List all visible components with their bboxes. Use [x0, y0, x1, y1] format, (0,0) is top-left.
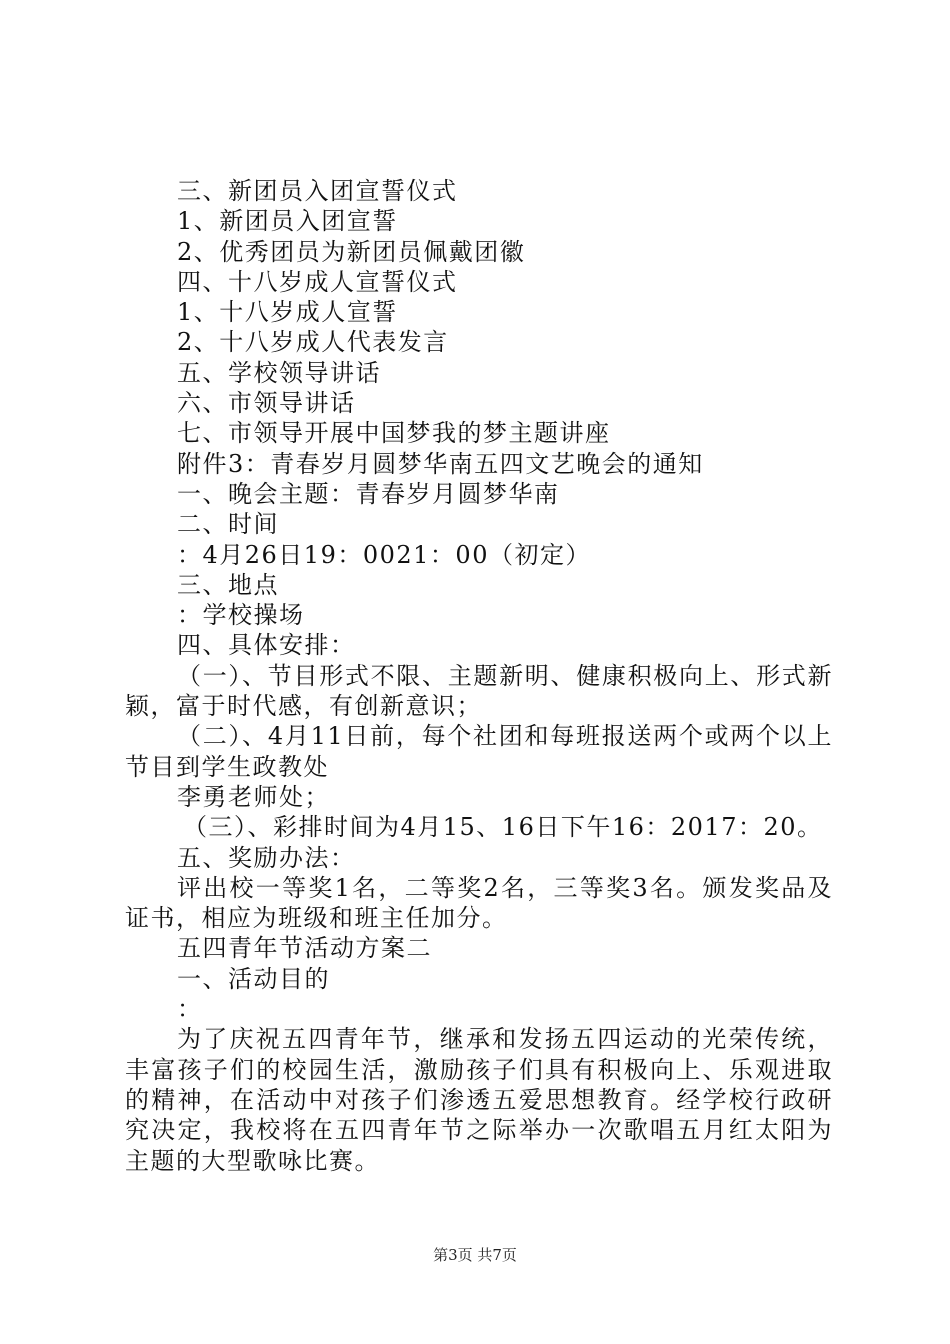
time-value: ：4月26日19：0021：00（初定） — [177, 540, 591, 569]
heading-oath-ceremony: 三、新团员入团宣誓仪式 — [177, 177, 458, 205]
list-item: 1、新团员入团宣誓 — [177, 207, 398, 236]
heading-location: 三、地点 — [177, 570, 279, 599]
heading-adult-ceremony: 四、十八岁成人宣誓仪式 — [177, 267, 458, 296]
document-body — [125, 176, 833, 1176]
list-item: 1、十八岁成人宣誓 — [177, 298, 398, 327]
heading-school-speech: 五、学校领导讲话 — [177, 358, 381, 387]
heading-city-speech: 六、市领导讲话 — [177, 389, 356, 418]
heading-time: 二、时间 — [177, 510, 279, 539]
heading-plan-two: 五四青年节活动方案二 — [177, 934, 432, 963]
heading-goal: 一、活动目的 — [177, 964, 330, 993]
heading-arrangement: 四、具体安排： — [177, 631, 356, 660]
paragraph-award: 评出校一等奖1名，二等奖2名，三等奖3名。颁发奖品及证书，相应为班级和班主任加分。 — [125, 873, 833, 933]
location-value: ：学校操场 — [177, 601, 305, 630]
list-item: 2、优秀团员为新团员佩戴团徽 — [177, 237, 526, 266]
list-item: 2、十八岁成人代表发言 — [177, 328, 449, 357]
paragraph-goal: 为了庆祝五四青年节，继承和发扬五四运动的光荣传统，丰富孩子们的校园生活，激励孩子们具有积极向上、乐观进取的精神，在活动中对孩子们渗透五爱思想教育。经学校行政研究决定，我校将在五四青年节之际举办一次歌唱五月红太阳为主题的大型歌咏比赛。 — [125, 1025, 833, 1175]
attachment-title: 附件3：青春岁月圆梦华南五四文艺晚会的通知 — [177, 449, 704, 478]
page-footer: 第3页 共7页 — [433, 1246, 517, 1264]
heading-award: 五、奖励办法： — [177, 843, 356, 872]
goal-colon: ： — [177, 995, 203, 1024]
paragraph-program-submit: （二）、4月11日前，每个社团和每班报送两个或两个以上节目到学生政教处 — [125, 722, 833, 781]
paragraph-program-form: （一）、节目形式不限、主题新明、健康积极向上、形式新颖，富于时代感，有创新意识； — [125, 661, 833, 721]
teacher-line: 李勇老师处； — [177, 782, 330, 811]
heading-lecture: 七、市领导开展中国梦我的梦主题讲座 — [177, 419, 611, 448]
heading-theme: 一、晚会主题：青春岁月圆梦华南 — [177, 479, 560, 508]
rehearsal-line: （三）、彩排时间为4月15、16日下午16：2017：20。 — [183, 813, 823, 842]
